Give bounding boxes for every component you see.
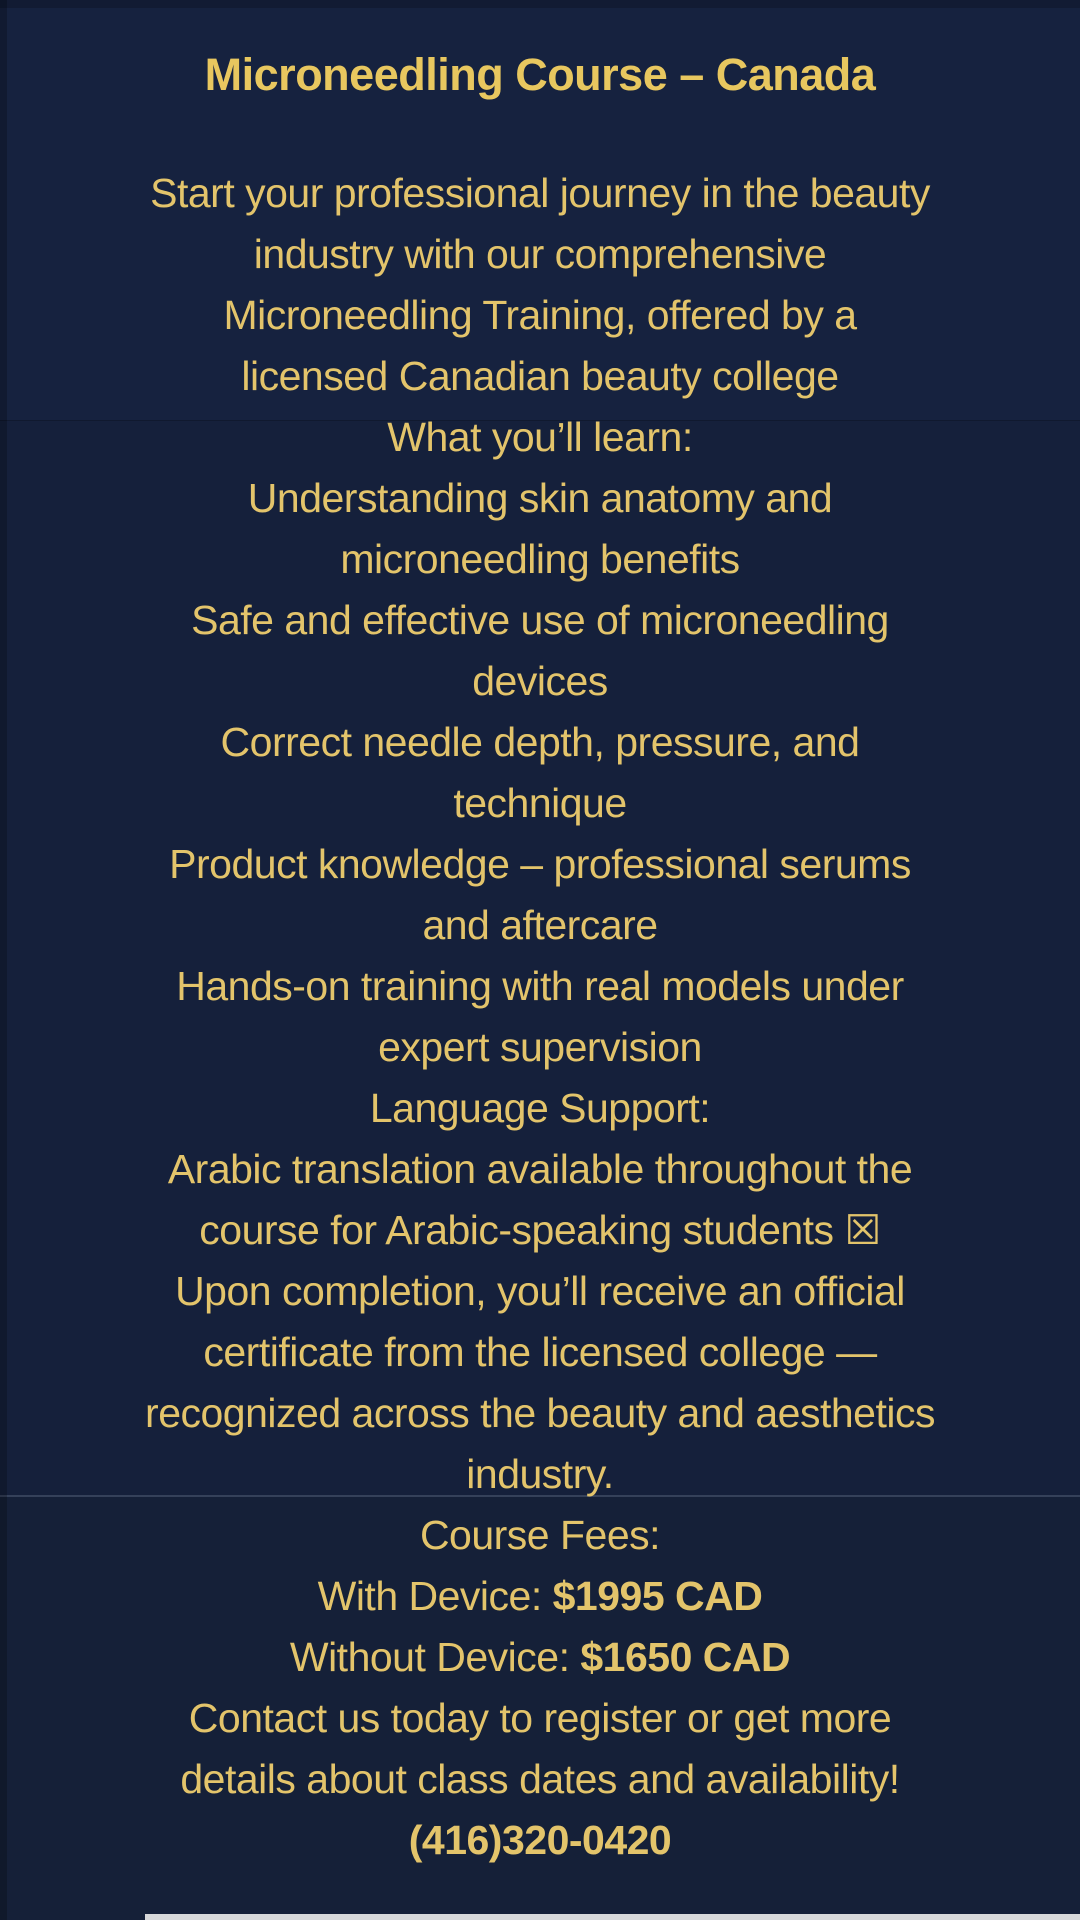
flyer-text-line: What you’ll learn: <box>387 414 693 460</box>
flyer-text-line: devices <box>472 658 608 704</box>
flyer-text-line: Microneedling Training, offered by a <box>223 292 857 338</box>
flyer-text-line: industry. <box>466 1451 614 1497</box>
bottom-cutoff-strip <box>145 1914 1080 1920</box>
flyer-text-line: Start your professional journey in the beauty <box>150 170 930 216</box>
flyer-text-line: Arabic translation available throughout the <box>167 1146 913 1192</box>
flyer-text-line: course for Arabic-speaking students ☒ <box>199 1207 881 1253</box>
fee-amount: $1650 CAD <box>580 1634 791 1680</box>
flyer-text-line: Understanding skin anatomy and <box>247 475 833 521</box>
flyer-text-line: industry with our comprehensive <box>253 231 827 277</box>
contact-line: Contact us today to register or get more <box>188 1695 892 1741</box>
flyer-body <box>0 163 1080 1566</box>
flyer-title: Microneedling Course – Canada <box>204 49 876 100</box>
flyer-text-line: Hands-on training with real models under <box>176 963 904 1009</box>
flyer-text-line: Course Fees: <box>419 1512 661 1558</box>
flyer-text-line: technique <box>453 780 627 826</box>
flyer-text-line: and aftercare <box>422 902 658 948</box>
flyer-text-line: recognized across the beauty and aesthetics <box>145 1390 935 1436</box>
flyer-text-line: microneedling benefits <box>340 536 740 582</box>
phone-number: (416)320-0420 <box>408 1817 672 1863</box>
flyer-text-line: Safe and effective use of microneedling <box>191 597 889 643</box>
fee-label: Without Device: <box>289 1634 581 1680</box>
flyer-text-line: Correct needle depth, pressure, and <box>220 719 860 765</box>
flyer-text-line: Language Support: <box>369 1085 711 1131</box>
flyer-text-line: licensed Canadian beauty college <box>241 353 839 399</box>
contact-section <box>0 1688 1080 1810</box>
fees-section <box>0 1566 1080 1688</box>
contact-line: details about class dates and availability! <box>180 1756 900 1802</box>
fee-amount: $1995 CAD <box>552 1573 763 1619</box>
fee-label: With Device: <box>317 1573 553 1619</box>
flyer-text-line: Upon completion, you’ll receive an official <box>175 1268 905 1314</box>
flyer-text-line: certificate from the licensed college — <box>203 1329 877 1375</box>
fee-line <box>0 1627 1080 1688</box>
flyer-text-line: Product knowledge – professional serums <box>169 841 911 887</box>
flyer-text-line: expert supervision <box>378 1024 702 1070</box>
fee-line <box>0 1566 1080 1627</box>
